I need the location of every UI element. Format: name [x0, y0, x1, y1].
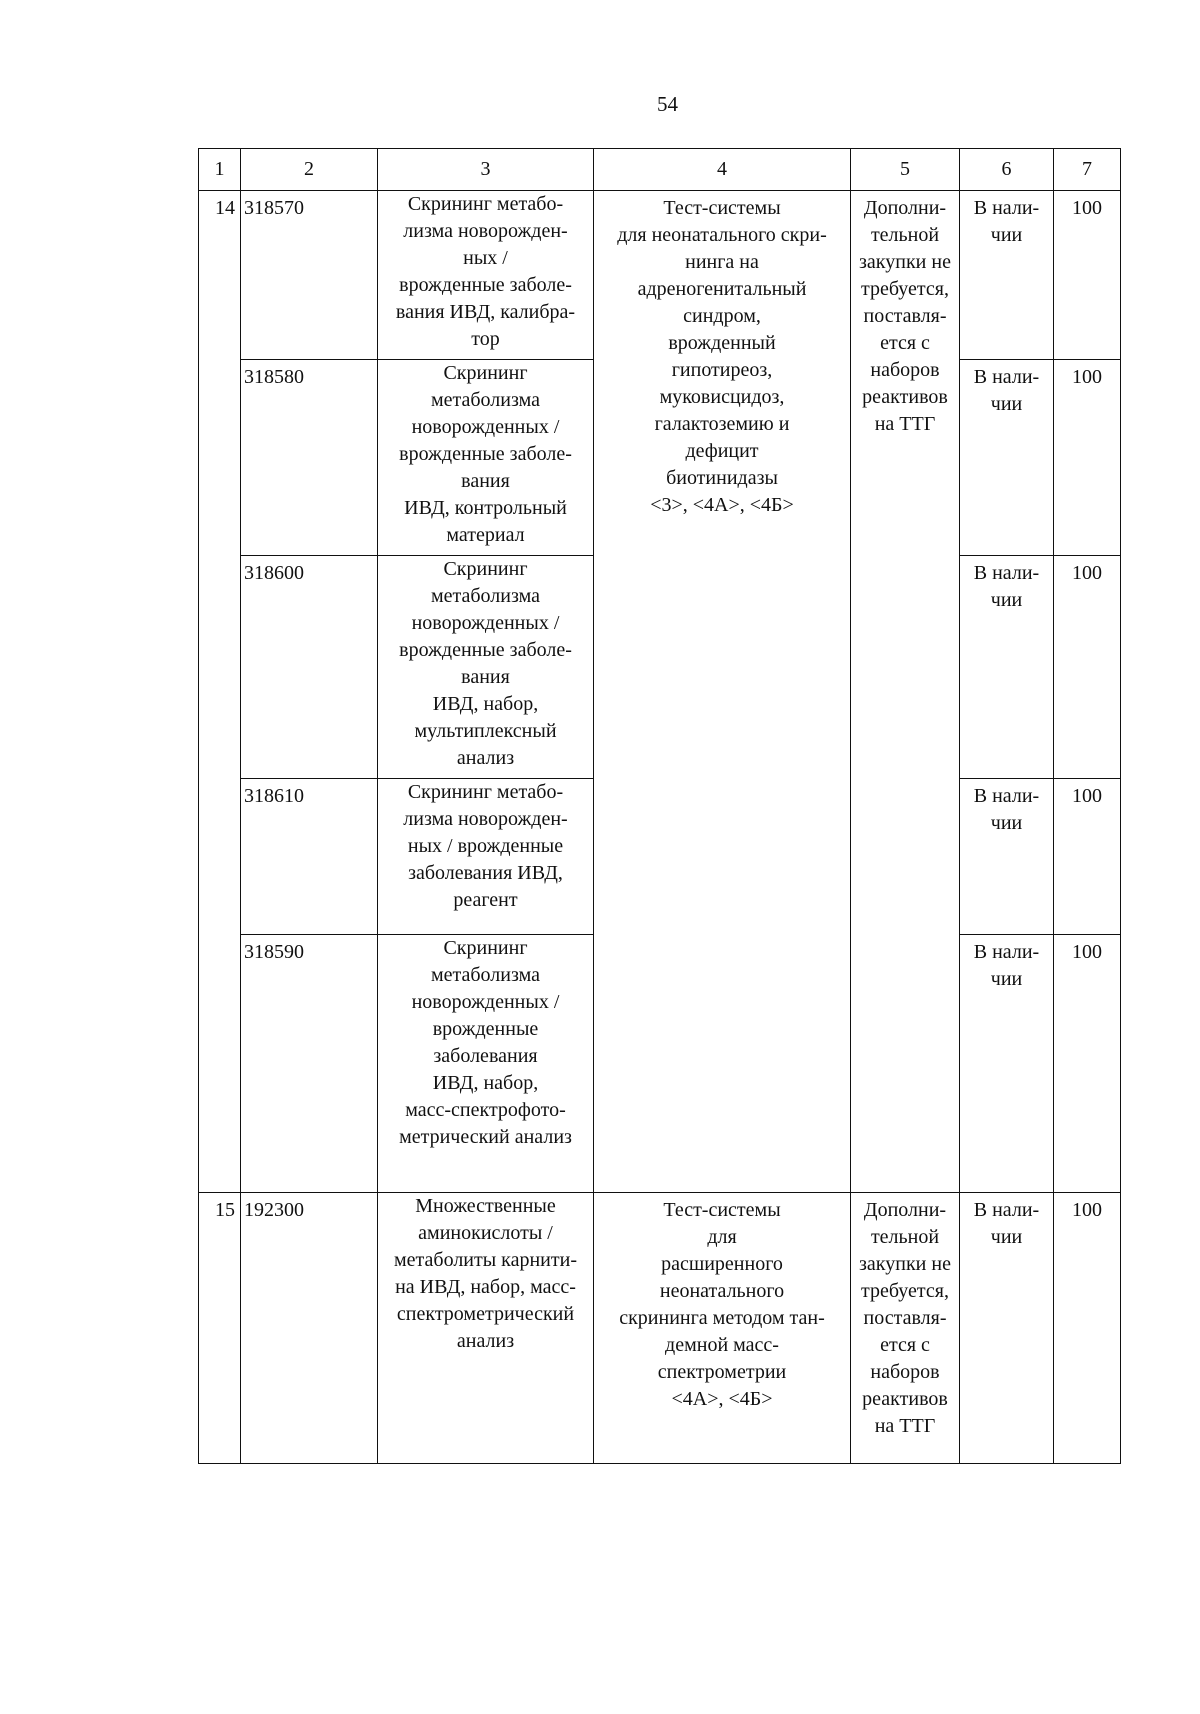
- item-name: Скрининг метабо- лизма новорожден- ных / врожденные заболевания ИВД, реагент: [403, 781, 568, 911]
- name-cell: [378, 1193, 594, 1464]
- code-cell: [241, 1193, 378, 1464]
- quantity: 100: [1072, 785, 1102, 807]
- page-number: 54: [657, 92, 678, 116]
- table-row: [199, 191, 1121, 360]
- item-code: 318590: [244, 941, 304, 963]
- quantity-cell: [1054, 1193, 1121, 1464]
- item-code: 318610: [244, 785, 304, 807]
- row-number: 15: [215, 1199, 235, 1221]
- item-note: Дополни- тельной закупки не требуется, поставля- ется с наборов реактивов на ТТГ: [859, 1199, 951, 1437]
- quantity-cell: [1054, 556, 1121, 779]
- availability: В нали- чии: [973, 562, 1040, 611]
- document-table: [198, 148, 1121, 1464]
- header-cell: 6: [960, 149, 1054, 191]
- quantity-cell: [1054, 360, 1121, 556]
- item-description: Тест-системы для расширенного неонатального скрининга методом тан- демной масс- спектрометрии <4А>, <4Б>: [619, 1199, 825, 1410]
- row-number: 14: [215, 197, 235, 219]
- item-name: Скрининг метаболизма новорожденных / врожденные заболе- вания ИВД, контрольный материал: [399, 362, 572, 546]
- item-code: 192300: [244, 1199, 304, 1221]
- note-cell: [851, 191, 960, 1193]
- item-code: 318600: [244, 562, 304, 584]
- name-cell: [378, 779, 594, 935]
- quantity-cell: [1054, 935, 1121, 1193]
- name-cell: [378, 191, 594, 360]
- code-cell: [241, 779, 378, 935]
- item-name: Скрининг метабо- лизма новорожден- ных / врожденные заболе- вания ИВД, калибра- тор: [395, 193, 576, 350]
- item-name: Множественные аминокислоты / метаболиты карнити- на ИВД, набор, масс- спектрометрический анализ: [394, 1195, 577, 1352]
- header-cell: 5: [851, 149, 960, 191]
- item-code: 318580: [244, 366, 304, 388]
- quantity: 100: [1072, 197, 1102, 219]
- availability: В нали- чии: [973, 1199, 1040, 1248]
- quantity-cell: [1054, 779, 1121, 935]
- quantity-cell: [1054, 191, 1121, 360]
- availability: В нали- чии: [973, 366, 1040, 415]
- table-row: [199, 1193, 1121, 1464]
- code-cell: [241, 360, 378, 556]
- availability-cell: [960, 191, 1054, 360]
- note-cell: [851, 1193, 960, 1464]
- code-cell: [241, 556, 378, 779]
- quantity: 100: [1072, 366, 1102, 388]
- item-note: Дополни- тельной закупки не требуется, поставля- ется с наборов реактивов на ТТГ: [859, 197, 951, 435]
- header-cell: 3: [378, 149, 594, 191]
- availability-cell: [960, 360, 1054, 556]
- item-description: Тест-системы для неонатального скри- нинга на адреногенитальный синдром, врожденный гипотиреоз, муковисцидоз, галактоземию и дефицит биотинидазы <3>, <4А>, <4Б>: [617, 197, 827, 516]
- quantity: 100: [1072, 941, 1102, 963]
- header-cell: 7: [1054, 149, 1121, 191]
- header-cell: 2: [241, 149, 378, 191]
- header-cell: 1: [199, 149, 241, 191]
- code-cell: [241, 935, 378, 1193]
- header-cell: 4: [594, 149, 851, 191]
- table-header-row: [199, 149, 1121, 191]
- quantity: 100: [1072, 1199, 1102, 1221]
- name-cell: [378, 935, 594, 1193]
- availability: В нали- чии: [973, 785, 1040, 834]
- description-cell: [594, 191, 851, 1193]
- availability-cell: [960, 556, 1054, 779]
- name-cell: [378, 556, 594, 779]
- availability: В нали- чии: [973, 197, 1040, 246]
- row-number-cell: [199, 191, 241, 1193]
- quantity: 100: [1072, 562, 1102, 584]
- item-name: Скрининг метаболизма новорожденных / врожденные заболевания ИВД, набор, масс-спектрофото- метрический анализ: [399, 937, 572, 1148]
- availability-cell: [960, 1193, 1054, 1464]
- name-cell: [378, 360, 594, 556]
- item-code: 318570: [244, 197, 304, 219]
- availability-cell: [960, 935, 1054, 1193]
- description-cell: [594, 1193, 851, 1464]
- item-name: Скрининг метаболизма новорожденных / врожденные заболе- вания ИВД, набор, мультиплексный анализ: [399, 558, 572, 769]
- row-number-cell: [199, 1193, 241, 1464]
- code-cell: [241, 191, 378, 360]
- availability: В нали- чии: [973, 941, 1040, 990]
- availability-cell: [960, 779, 1054, 935]
